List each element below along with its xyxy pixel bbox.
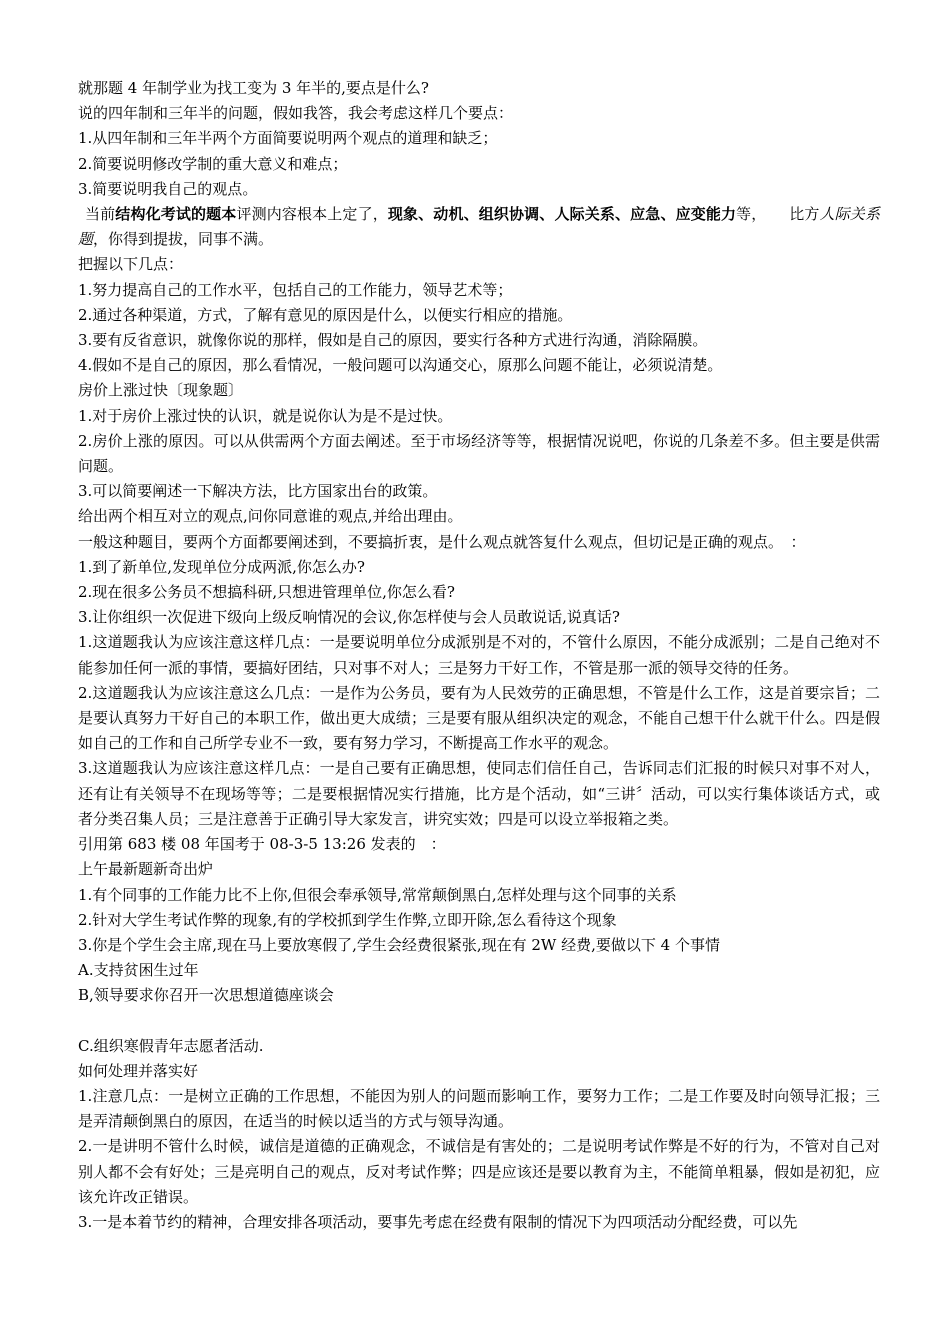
text-line: 3.你是个学生会主席,现在马上要放寒假了,学生会经费很紧张,现在有 2W 经费,要做以下 4 个事情 [78, 935, 720, 954]
text-line: 2.简要说明修改学制的重大意义和难点； [78, 154, 348, 173]
text-line: 一般这种题目，要两个方面都要阐述到，不要搞折衷，是什么观点就答复什么观点，但切记是正确的观点。 ： [78, 532, 806, 551]
text-line: A.支持贫困生过年 [78, 961, 199, 980]
text-line: 1.努力提高自己的工作水平，包括自己的工作能力，领导艺术等； [78, 280, 513, 299]
text-line: 2.一是讲明不管什么时候，诚信是道德的正确观念，不诚信是有害处的；二是说明考试作弊是不好的行为，不管对自己对别人都不会有好处；三是亮明自己的观点，反对考试作弊；四是应该还是要以教育为主，不能简单粗暴，假如是初犯，应该允许改正错误。 [78, 1137, 880, 1206]
text-line: 1.对于房价上涨过快的认识，就是说你认为是不是过快。 [78, 406, 453, 425]
text-line: 1.有个同事的工作能力比不上你,但很会奉承领导,常常颠倒黑白,怎样处理与这个同事的关系 [78, 885, 677, 904]
text-line: 就那题 4 年制学业为找工变为 3 年半的,要点是什么? [78, 79, 429, 97]
text-line: 3.让你组织一次促进下级向上级反响情况的会议,你怎样使与会人员敢说话,说真话? [78, 608, 620, 627]
text-line: 1.到了新单位,发现单位分成两派,你怎么办? [78, 557, 365, 576]
text-line: 3.简要说明我自己的观点。 [78, 179, 258, 198]
text-line: 1.这道题我认为应该注意这样几点：一是要说明单位分成派别是不对的，不管什么原因，不能分成派别；二是自己绝对不能参加任何一派的事情，要搞好团结，只对事不对人；三是努力干好工作，不管是那一派的领导交待的任务。 [78, 633, 880, 677]
text-line: 2.通过各种渠道，方式，了解有意见的原因是什么，以便实行相应的措施。 [78, 305, 573, 324]
blank-line [78, 1009, 880, 1034]
text-line: B,领导要求你召开一次思想道德座谈会 [78, 986, 334, 1005]
text-line: 3.可以简要阐述一下解决方法，比方国家出台的政策。 [78, 482, 438, 501]
text-line: 3.这道题我认为应该注意这样几点：一是自己要有正确思想，使同志们信任自己，告诉同志们汇报的时候只对事不对人，还有让有关领导不在现场等等；二是要根据情况实行措施，比方是个活动，如“三讲〞活动，可以实行集体谈话方式，或者分类召集人员；三是注意善于正确引导大家发言，讲究实效；四是可以设立举报箱之类。 [78, 759, 880, 828]
text-line: C.组织寒假青年志愿者活动. [78, 1036, 264, 1055]
section-heading: 房价上涨过快〔现象题〕 [78, 381, 244, 400]
text-line: 2.这道题我认为应该注意这么几点：一是作为公务员，要有为人民效劳的正确思想，不管是什么工作，这是首要宗旨；二是要认真努力干好自己的本职工作，做出更大成绩；三是要有服从组织决定的观念，不能自己想干什么就干什么。四是假如自己的工作和自己所学专业不一致，要有努力学习，不断提高工作水平的观念。 [78, 683, 880, 753]
text-line: 上午最新题新奇出炉 [78, 860, 214, 879]
text-line: 2.现在很多公务员不想搞科研,只想进管理单位,你怎么看? [78, 583, 455, 602]
text-line: 1.从四年制和三年半两个方面简要说明两个观点的道理和缺乏； [78, 129, 498, 148]
text-line: 引用第 683 楼 08 年国考于 08-3-5 13:26 发表的 ： [78, 835, 446, 854]
text-line: 如何处理并落实好 [78, 1061, 199, 1080]
text-line: 给出两个相互对立的观点,问你同意谁的观点,并给出理由。 [78, 507, 463, 526]
text-line: 1.注意几点：一是树立正确的工作思想，不能因为别人的问题而影响工作，要努力工作；二是工作要及时向领导汇报；三是弄清颠倒黑白的原因，在适当的时候以适当的方式与领导沟通。 [78, 1086, 880, 1131]
text-line: 2.房价上涨的原因。可以从供需两个方面去阐述。至于市场经济等等，根据情况说吧，你说的几条差不多。但主要是供需问题。 [78, 431, 880, 476]
text-line: 2.针对大学生考试作弊的现象,有的学校抓到学生作弊,立即开除,怎么看待这个现象 [78, 910, 617, 929]
text-line: 说的四年制和三年半的问题，假如我答，我会考虑这样几个要点： [78, 104, 514, 123]
text-line: 4.假如不是自己的原因，那么看情况，一般问题可以沟通交心，原那么问题不能让，必须说清楚。 [78, 356, 723, 375]
text-line: 3.一是本着节约的精神，合理安排各项活动，要事先考虑在经费有限制的情况下为四项活动分配经费，可以先 [78, 1212, 798, 1231]
text-line: 3.要有反省意识，就像你说的那样，假如是自己的原因，要实行各种方式进行沟通，消除隔膜。 [78, 331, 708, 350]
text-line: 把握以下几点： [78, 255, 184, 274]
exam-paragraph: 当前结构化考试的题本评测内容根本上定了，现象、动机、组织协调、人际关系、应急、应变能力等， 比方人际关系题，你得到提拔，同事不满。 [78, 205, 880, 249]
